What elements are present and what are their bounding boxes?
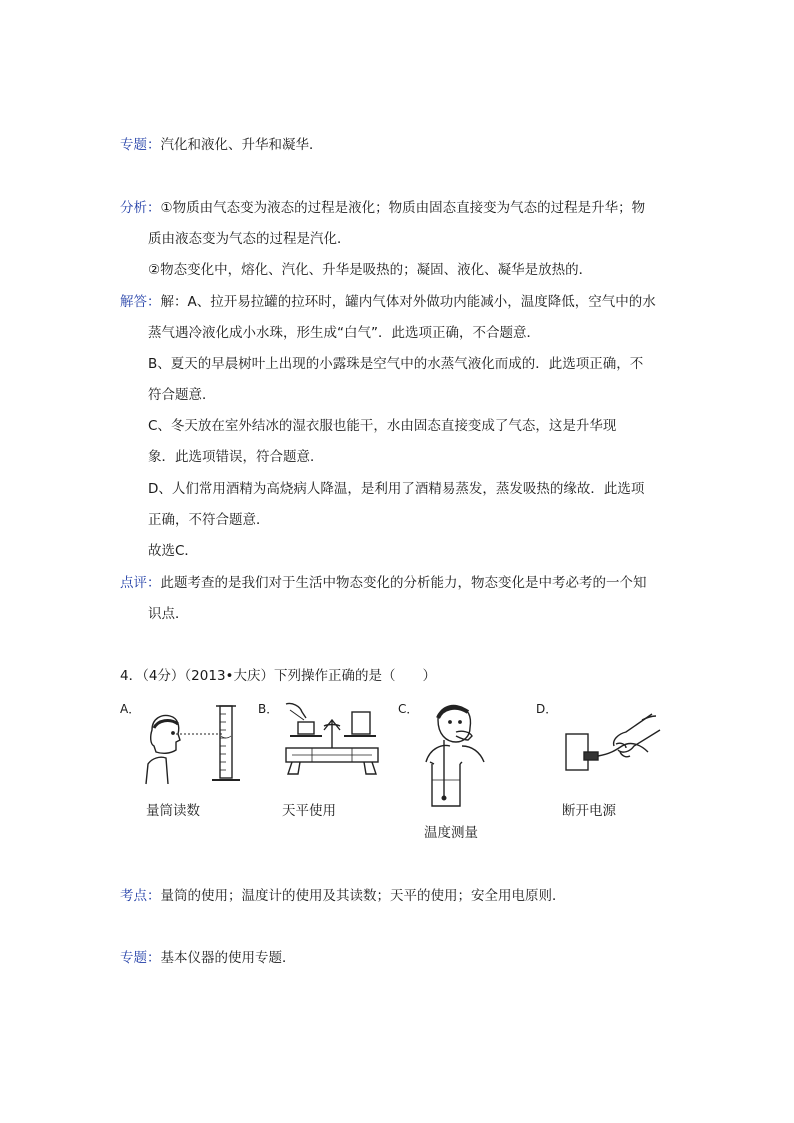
option-c-letter: C．	[398, 702, 419, 716]
analysis-row	[120, 198, 645, 218]
analysis-line-2: 质由液态变为气态的过程是汽化．	[148, 231, 351, 247]
solution-line-1: 解：A、拉开易拉罐的拉环时，罐内气体对外做功内能减小，温度降低，空气中的水	[160, 294, 656, 310]
comment-label: 点评：	[120, 575, 161, 591]
solution-line-8: 正确，不符合题意．	[148, 512, 270, 528]
topic-row-2	[120, 948, 296, 968]
topic-label: 专题：	[120, 137, 161, 153]
option-c-caption: 温度测量	[424, 825, 478, 841]
comment-line-2: 识点．	[148, 606, 189, 622]
option-a-caption: 量筒读数	[146, 803, 200, 819]
knowledge-point-text: 量筒的使用；温度计的使用及其读数；天平的使用；安全用电原则．	[160, 888, 566, 904]
solution-line-4: 符合题意．	[148, 387, 216, 403]
option-d-letter: D．	[536, 702, 558, 716]
solution-line-2: 蒸气遇冷液化成小水珠，形生成“白气”．此选项正确，不合题意．	[148, 325, 540, 341]
topic-label-2: 专题：	[120, 950, 161, 966]
solution-line-5: C、冬天放在室外结冰的湿衣服也能干，水由固态直接变成了气态，这是升华现	[148, 418, 617, 434]
topic-text: 汽化和液化、升华和凝华．	[160, 137, 323, 153]
analysis-line-1: ①物质由气态变为液态的过程是液化；物质由固态直接变为气态的过程是升华；物	[160, 200, 646, 216]
measuring-cylinder-reading-figure	[140, 700, 250, 785]
question-4-stem: 4．（4分）（2013•大庆）下列操作正确的是（ ）	[120, 668, 436, 684]
option-b-caption: 天平使用	[282, 803, 336, 819]
solution-line-7: D、人们常用酒精为高烧病人降温，是利用了酒精易蒸发，蒸发吸热的缘故．此选项	[148, 481, 645, 497]
knowledge-point-row	[120, 886, 566, 906]
solution-row	[120, 292, 656, 312]
comment-line-1: 此题考查的是我们对于生活中物态变化的分析能力，物态变化是中考必考的一个知	[160, 575, 647, 591]
balance-scale-figure	[272, 700, 392, 785]
solution-line-9: 故选C．	[148, 543, 198, 559]
knowledge-point-label: 考点：	[120, 888, 161, 904]
solution-line-3: B、夏天的早晨树叶上出现的小露珠是空气中的水蒸气液化而成的．此选项正确，不	[148, 356, 644, 372]
topic-row	[120, 135, 323, 155]
topic-text-2: 基本仪器的使用专题．	[160, 950, 296, 966]
option-a-letter: A．	[120, 702, 141, 716]
power-switch-figure	[556, 706, 666, 786]
solution-line-6: 象．此选项错误，符合题意．	[148, 449, 324, 465]
analysis-label: 分析：	[120, 200, 161, 216]
solution-label: 解答：	[120, 294, 161, 310]
thermometer-measuring-figure	[420, 700, 490, 810]
option-d-caption: 断开电源	[562, 803, 616, 819]
option-b-letter: B．	[258, 702, 279, 716]
analysis-line-3: ②物态变化中，熔化、汽化、升华是吸热的；凝固、液化、凝华是放热的．	[148, 262, 593, 278]
comment-row	[120, 573, 647, 593]
